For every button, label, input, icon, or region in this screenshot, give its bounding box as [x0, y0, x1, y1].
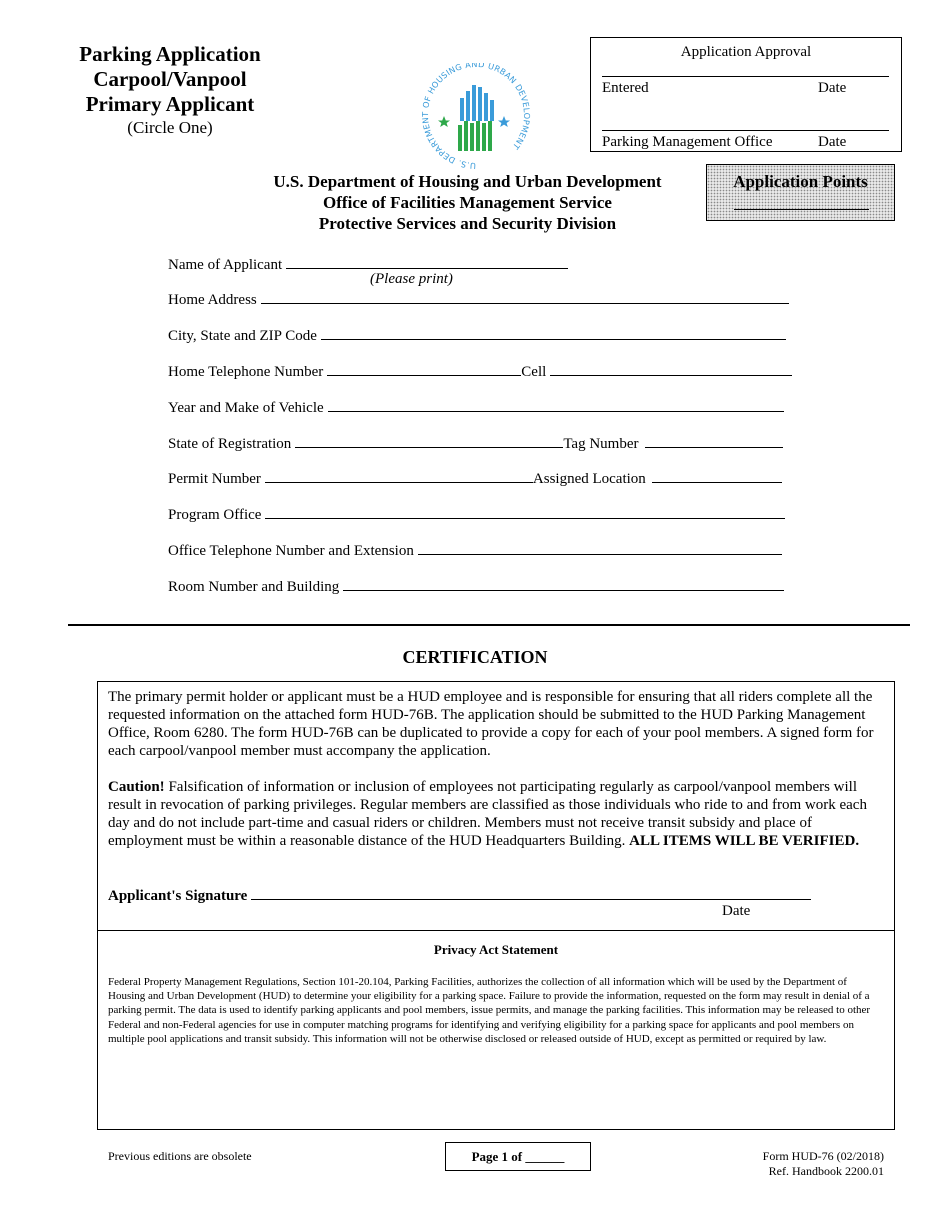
- room-building-label: Room Number and Building: [168, 579, 340, 595]
- approval-entered-line[interactable]: [602, 76, 889, 77]
- approval-title: Application Approval: [680, 44, 812, 60]
- room-building-row: [168, 575, 784, 595]
- svg-text:U.S. DEPARTMENT OF HOUSING AND: [420, 63, 532, 169]
- vehicle-field[interactable]: [328, 396, 784, 412]
- home-address-row: [168, 288, 789, 308]
- permit-number-field[interactable]: [265, 467, 533, 483]
- permit-number-label: Permit Number: [168, 471, 261, 487]
- agency-line-3: Protective Services and Security Division: [318, 214, 617, 233]
- title-line-3: Primary Applicant: [85, 92, 255, 116]
- home-phone-label: Home Telephone Number: [168, 364, 324, 380]
- agency-line-1: U.S. Department of Housing and Urban Development: [273, 172, 662, 191]
- approval-office-label: Parking Management Office: [602, 134, 773, 150]
- approval-date-label: Date: [818, 80, 847, 96]
- caution-paragraph: [108, 778, 883, 850]
- points-label: Application Points: [733, 172, 868, 191]
- form-number: Form HUD-76 (02/2018): [762, 1149, 884, 1163]
- applicant-name-label: Name of Applicant: [168, 257, 283, 273]
- registration-field[interactable]: [295, 432, 563, 448]
- city-state-zip-label: City, State and ZIP Code: [168, 328, 317, 344]
- signature-field[interactable]: [251, 885, 811, 900]
- applicant-name-row: [168, 253, 568, 273]
- permit-row: [168, 467, 782, 487]
- footer-obsolete-note: Previous editions are obsolete: [108, 1149, 252, 1163]
- seal-ring-text: U.S. DEPARTMENT OF HOUSING AND URBAN DEVELOPMENT: [419, 63, 533, 169]
- points-entry-line[interactable]: [734, 209, 869, 210]
- certification-paragraph: The primary permit holder or applicant must be a HUD employee and is responsible for ensuring that all riders complete all the requested information on the attached form HUD-76B. The application should be submitted to the HUD Parking Management Office, Room 6280. The form HUD-76B can be duplicated to provide a copy for each of your pool members. A signed form for each carpool/vanpool member must accompany the application.: [108, 689, 874, 759]
- signature-row: [108, 885, 811, 905]
- program-office-row: [168, 503, 785, 523]
- home-phone-row: [168, 360, 792, 380]
- application-points-box: [706, 164, 895, 221]
- office-phone-label: Office Telephone Number and Extension: [168, 543, 414, 559]
- home-phone-field[interactable]: [327, 360, 521, 376]
- home-address-label: Home Address: [168, 292, 257, 308]
- applicant-name-field[interactable]: [286, 253, 568, 269]
- approval-date-label-2: Date: [818, 134, 847, 150]
- hud-seal-logo: [418, 63, 534, 169]
- section-divider: [68, 624, 910, 626]
- title-note: (Circle One): [127, 118, 213, 137]
- vehicle-label: Year and Make of Vehicle: [168, 400, 324, 416]
- office-phone-field[interactable]: [418, 539, 782, 555]
- privacy-act-text: Federal Property Management Regulations, Section 101-20.104, Parking Facilities, authorizes the collection of all information which will be used by the Department of Housing and Urban Development (HUD) to determine your eligibility for a parking space. Failure to provide the information, requested on the form may result in denial of a parking permit. The data is used to identify parking applicants and pool members, issue permits, and manage the parking facilities. This information may be released to other Federal and non-Federal agencies for use in computer matching programs for identifying and verifying eligibility for a parking space for applicants and pool members on multiple pool applications and transit subsidy. This information will not be otherwise disclosed or released outside of HUD, except as permitted or required by law.: [108, 976, 871, 1045]
- tag-number-field[interactable]: [645, 432, 783, 448]
- approval-entered-label: Entered: [602, 80, 649, 96]
- caution-label: Caution!: [108, 779, 165, 795]
- title-line-2: Carpool/Vanpool: [93, 67, 247, 91]
- registration-label: State of Registration: [168, 436, 292, 452]
- cell-field[interactable]: [550, 360, 792, 376]
- caution-emphasis: ALL ITEMS WILL BE VERIFIED.: [629, 833, 860, 849]
- registration-row: [168, 432, 783, 452]
- page-number-box[interactable]: Page 1 of ______: [445, 1142, 591, 1171]
- assigned-location-field[interactable]: [652, 467, 782, 483]
- signature-label: Applicant's Signature: [108, 888, 248, 904]
- vehicle-row: [168, 396, 784, 416]
- approval-office-line[interactable]: [602, 130, 889, 131]
- application-approval-box: [590, 37, 902, 152]
- certification-box: [97, 681, 895, 1130]
- handbook-reference: Ref. Handbook 2200.01: [768, 1164, 884, 1178]
- certification-heading: CERTIFICATION: [402, 647, 548, 667]
- tag-number-label: Tag Number: [563, 436, 639, 452]
- title-line-1: Parking Application: [79, 42, 261, 66]
- privacy-divider: [98, 930, 894, 931]
- program-office-field[interactable]: [265, 503, 785, 519]
- city-state-zip-field[interactable]: [321, 324, 786, 340]
- room-building-field[interactable]: [343, 575, 784, 591]
- assigned-location-label: Assigned Location: [532, 471, 646, 487]
- privacy-act-title: Privacy Act Statement: [433, 942, 559, 957]
- home-address-field[interactable]: [261, 288, 789, 304]
- city-state-zip-row: [168, 324, 786, 344]
- caution-text: Falsification of information or inclusion of employees not participating regularly as carpool/vanpool members will result in revocation of parking privileges. Regular members are classified as those individuals who ride to and from work each day and do not include part-time and casual riders or children. Members must not receive transit subsidy and place of employment must be within a reasonable distance of the HUD Headquarters Building.: [108, 779, 867, 849]
- please-print-note: (Please print): [370, 271, 453, 287]
- signature-date-label: Date: [722, 903, 751, 919]
- program-office-label: Program Office: [168, 507, 262, 523]
- office-phone-row: [168, 539, 782, 559]
- agency-header: [230, 171, 705, 234]
- footer-form-id: [740, 1149, 884, 1179]
- form-title: [60, 42, 280, 139]
- cell-label: Cell: [521, 364, 547, 380]
- agency-line-2: Office of Facilities Management Service: [323, 193, 612, 212]
